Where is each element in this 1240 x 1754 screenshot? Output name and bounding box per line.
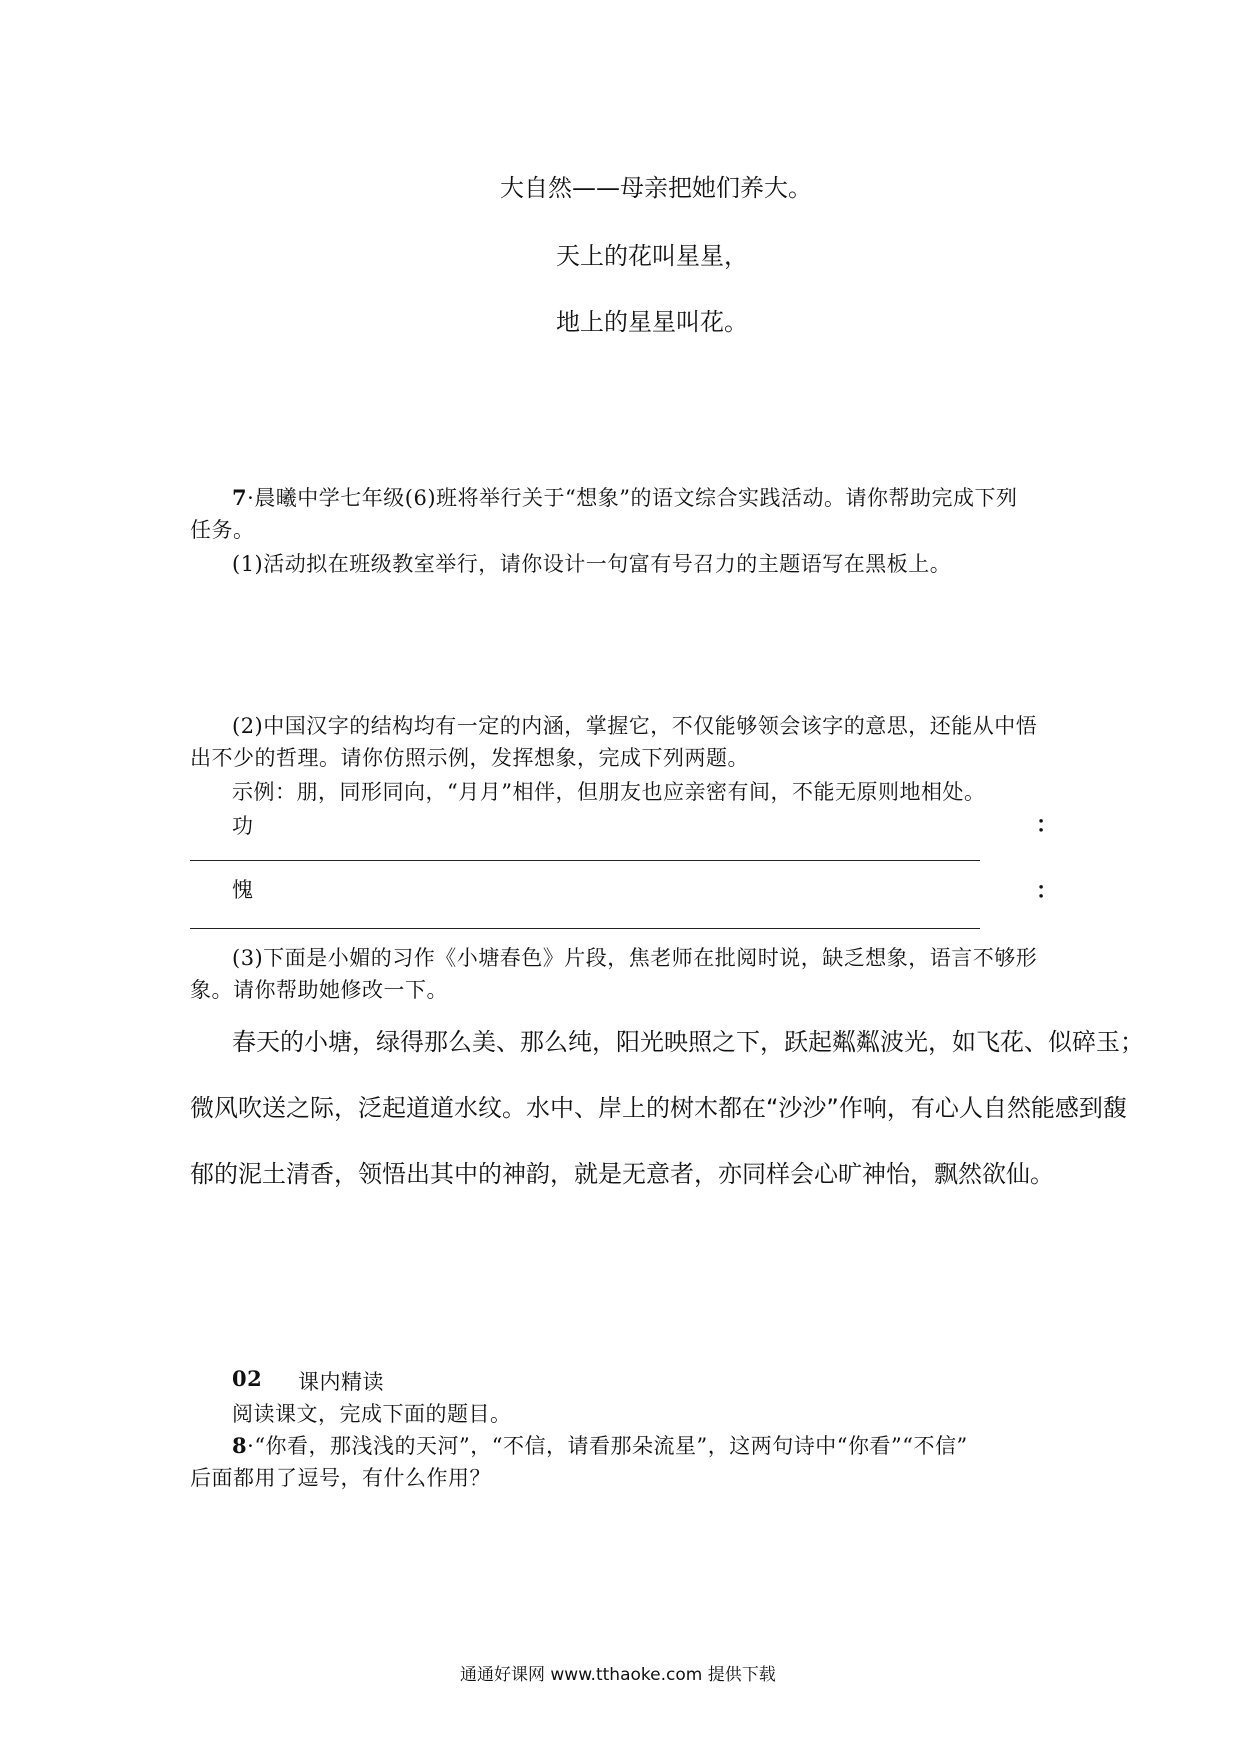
footer-text: 通通好课网 www.tthaoke.com 提供下载 bbox=[460, 1665, 776, 1685]
q7-example: 示例：朋，同形同向，“月月”相伴，但朋友也应亲密有间，不能无原则地相处。 bbox=[232, 780, 986, 804]
q8-text: “你看，那浅浅的天河”，“不信，请看那朵流星”，这两句诗中“你看”“不信” bbox=[254, 1434, 968, 1458]
section-number: 02 bbox=[232, 1366, 263, 1391]
q7-part-2-line-1: (2)中国汉字的结构均有一定的内涵，掌握它，不仅能够领会该字的意思，还能从中悟 bbox=[232, 714, 1038, 738]
q8-separator: · bbox=[247, 1434, 255, 1458]
q7-intro-text: 晨曦中学七年级(6)班将举行关于“想象”的语文综合实践活动。请你帮助完成下列 bbox=[254, 486, 1018, 510]
q7-intro-line-2: 任务。 bbox=[190, 518, 255, 542]
section-title: 课内精读 bbox=[298, 1370, 384, 1394]
passage-line-2: 微风吹送之际，泛起道道水纹。水中、岸上的树木都在“沙沙”作响，有心人自然能感到馥 bbox=[190, 1094, 1127, 1122]
q7-part-1: (1)活动拟在班级教室举行，请你设计一句富有号召力的主题语写在黑板上。 bbox=[232, 552, 952, 576]
q7-char-1-colon: ： bbox=[1036, 812, 1059, 838]
q7-char-1: 功 bbox=[232, 814, 254, 838]
q7-part-3-line-2: 象。请你帮助她修改一下。 bbox=[190, 978, 448, 1002]
answer-line-2[interactable] bbox=[190, 928, 980, 929]
passage-line-3: 郁的泥土清香，领悟出其中的神韵，就是无意者，亦同样会心旷神怡，飘然欲仙。 bbox=[190, 1160, 1054, 1188]
q8-line-1 bbox=[232, 1430, 968, 1460]
q7-part-3-line-1: (3)下面是小媚的习作《小塘春色》片段，焦老师在批阅时说，缺乏想象，语言不够形 bbox=[232, 946, 1038, 970]
q7-char-2-colon: ： bbox=[1036, 878, 1059, 904]
q7-separator: · bbox=[247, 486, 255, 510]
q8-number: 8 bbox=[232, 1433, 248, 1458]
q7-part-2-line-2: 出不少的哲理。请你仿照示例，发挥想象，完成下列两题。 bbox=[190, 746, 749, 770]
answer-line-1[interactable] bbox=[190, 860, 980, 861]
poem-line-2: 天上的花叫星星， bbox=[556, 242, 748, 270]
q8-line-2: 后面都用了逗号，有什么作用？ bbox=[190, 1466, 491, 1490]
q7-char-2: 愧 bbox=[232, 878, 254, 902]
section-instruction: 阅读课文，完成下面的题目。 bbox=[232, 1402, 512, 1426]
poem-line-1: 大自然——母亲把她们养大。 bbox=[500, 174, 812, 202]
poem-line-3: 地上的星星叫花。 bbox=[556, 308, 748, 336]
q7-number: 7 bbox=[232, 485, 248, 510]
q7-intro-line-1 bbox=[232, 482, 1018, 512]
passage-line-1: 春天的小塘，绿得那么美、那么纯，阳光映照之下，跃起粼粼波光，如飞花、似碎玉； bbox=[232, 1028, 1144, 1056]
